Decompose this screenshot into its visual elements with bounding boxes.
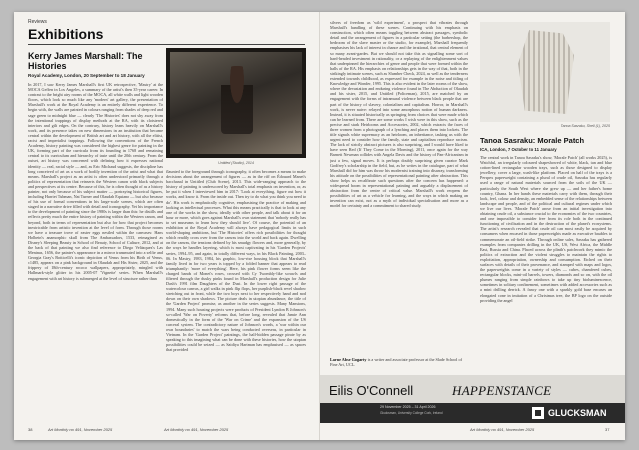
section-label: Reviews	[28, 19, 47, 25]
image-frame	[166, 48, 306, 158]
advertisement[interactable]	[320, 375, 625, 423]
artwork-image-untitled-studio	[166, 48, 306, 158]
ad-dates: 29 November 2025 – 31 April 2026	[380, 405, 436, 409]
glucksman-logo-icon	[532, 407, 544, 419]
image-caption-2: Tanoa Sasraku, Shell (1), 2025	[560, 124, 610, 128]
footer-left-secondary: Art Monthly no 491, November 2025	[164, 427, 229, 432]
article-column-1	[28, 82, 163, 422]
footer-right: Art Monthly no 491, November 2025	[470, 427, 535, 432]
article-column-2	[166, 169, 306, 423]
article-body-col3: silvers of freedom as 'wild experiment', a prospect that vibrates through Marshall's handling of these scenes. Continuing with his emphasis on construction, which often means toggling between abstract passages, symbolic detail and the arrangement of figures in a particular setting (the barbershop, the bedroom of the slave master or the studio, for example), Marshall frequently emphasises his lack of interest in chance and the irrational, that central element of so many avant-gardes. But we should not take this as signalling some sort of hard-headed investment in rationality, or a replaying of the enlightenment values that underpinned the hierarchies of genre and people that were formed within the halls of the RA. His emphasis on relationships gets in the way of that, both in the strikingly intimate scenes, such as Slumber Check, 2024, as well as the tenderness extended towards childhood, as expressed for example in the noise and titling of Knowledge and Wonder, 1995. This is also evident in the later rooms of the show, where the devastation and enduring violence found in The Abduction of Olaudah and his sister, 2015, and Untitled (Policeman), 2015, are matched by an engagement with the forms of intramural violence between black people that are part of the history of slavery, colonialism and capitalism. Horror, in Marshall's work, is never naive: relayed into some amorphous notion of human darkness. Instead, it is situated historically as springing from choices that were made which can be learned from. There are some works I wish were in this show, such as the precise and stark Heirlooms and Accessories, 2002, which extracts the faces of three women from a photograph of a lynching and places them into lockets. The title signals white supremacy as an heirloom, an inheritance, tasking us with the urgent need to consider how the family, state and capitalism reproduce racism. The lack of strictly abstract pictures is also surprising, and I would have liked to have seen Red (If They Come in the Morning), 2011, once again for the way Barnett Newman collides with Angela Davis and the history of Pan-Africanism in just a few, signal moves. It is perhaps doubly surprising given curator Mark Godfrey's scholarship in the field, but, as he writes in the catalogue, part of what Marshall did for him was throw his modernist training into disarray, transforming his attitude on the possibilities of representational painting after abstraction. This show helps us recalibrate such questions after the concern has happened: a widespread boom in representational painting and arguably a displacement of abstraction from the centre of critical value. Marshall's work reopens the possibilities of art as a vehicle for learning, and the ways in which making an invention can exist, not as a myth of individual specialisation and more as a model for certainty and a commitment to shared study.	[330, 20, 468, 209]
ad-footer-strip	[320, 403, 625, 423]
magazine-spread	[14, 12, 625, 440]
ad-show-title: HAPPENSTANCE	[452, 383, 552, 398]
section-title: Exhibitions	[28, 26, 104, 42]
author-note	[330, 357, 468, 367]
ad-logo-text: GLUCKSMAN	[548, 408, 607, 418]
footer-left: Art Monthly no 491, November 2025	[48, 427, 113, 432]
page-number-left: 38	[28, 427, 33, 432]
article-title: Kerry James Marshall: The Histories	[28, 51, 143, 71]
author-description: is a writer and associate professor at the Slade School of Fine Art, UCL.	[330, 357, 463, 368]
ad-artist-name: Eilis O'Connell	[329, 383, 414, 398]
section-rule	[28, 44, 305, 45]
right-page	[320, 12, 625, 440]
article-2-title: Tanoa Sasraku: Morale Patch	[480, 136, 585, 145]
article-venue: Royal Academy, London, 20 September to 18 January	[28, 73, 145, 78]
left-page	[14, 12, 319, 440]
author-name: Larne Abse Gogarty	[330, 357, 367, 362]
article-2-body: The central work in Tanoa Sasraku's show, 'Morale Patch' (all works 2025), is Watchful, an irregularly coloured shapeshowed of white, black, tan and blue cotton-lined rectangular wooden trays, such as those designed to display jewellery, cover a large, wash-like platform. Placed on half of the trays is a Perspex paperweight containing a plural of crude oil, Sasraku has regularly used a range of natural materials sourced from the soils of the UK — particularly the South West where she grew up — and her father's home country, Ghana. In her hands these materials carry with them, through their look, feel, colour and density, an embedded sense of the relationships between landscape and people, and of the political and cultural regimes under which we live our lives. 'Morale Patch' arose from an initial investigation into obtaining crude oil, a substance crucial to the economies of the two countries, and one impossible to consider free from its role both in the continued functioning of civilisation and in the destruction of the planet's ecosystems. The artist's research revealed that crude oil can most easily be acquired by consumers when encased in those paperweights made as executive baubles to commemorate an oil-field strike. Through online sales, Sasraku has gathered examples from companies drilling in the UK, US, West Africa, the Middle East, Russia and China. Placed across the plinth's patchwork they mimic the politics of extraction and the violent struggles to maintain the rights to exploitation, appropriation, ownership and consumption. Etched on their surfaces with details of their provenance, and stamped with maps and logos, the paperweights come in a variety of styles — cubes, chamfered cubes, rectangular blocks, mini-oil barrels, towers, diamonds and so on, with the oil plumes ranging from simple rainbows to take up tiny bioluminescence, sometimes in solitary confinement, sometimes with added accessories such as a mini drilling derrick. A fancy one with a sparkly gold base encases an elongated cone in imitation of a Christmas tree, the BP logo on the outside providing the angel	[480, 155, 612, 303]
article-column-3	[330, 20, 468, 356]
sculpture-shape	[518, 30, 574, 114]
article-2-column	[480, 155, 612, 371]
artwork-image-shell	[480, 22, 610, 122]
article-body-col1: In 2017, I saw Kerry James Marshall's first UK retrospective, 'Mastry' at the MOCA Geffen in Los Angeles, a summary of the artist's then 35-year career. In contrast to the bright airy rooms of the MOCA, all white walls and light wooden floors, which look so much like any 'modern' art gallery, the presentation of Marshall's work at the Royal Academy is an entirely different experience. To begin with, the walls are painted in colours ranging from shades of deep red and sage green to midnight blue — clearly 'The Histories' does not shy away from the intentional trappings of display methods at the RA, with its cloistered interiors and gilt edges. On the contrary, history leans heavily on Marshall's work, and its presence takes on new dimensions in an institution that became central within the development of British art and art history, with all the elitist, racist and imperialist trappings. Following the conventions of the French Academy, history painting was considered the highest genre for painting in the UK, forming part of the curricula from its founding in 1768 and remaining central to its curriculum and hierarchy of taste until the 20th century. From the outset, art history was concerned with defining how it expresses national identity — real, racial style — and, as Eric Michaud suggests, the discipline has long conceived of art as a work of bodily invention of the artist and what that means. Marshall's project as an artist is often understood primarily through a politics of representation that reinserts the Western canon with black subjects and perspectives at its centre. Because of this, he is often thought of as a history painter, not only because of his subject matter — portraying historical figures, including Harriet Tubman, Nat Turner and Olaudah Equiano — but also because of his use of formal conventions in his large-scale scenes, which are often staged in a narrative drive filled with detail and iconography. Yet his importance to the development of painting since the 1980s is larger than this: he distills and reflects pretty much the entire history of painting within the Western canon, and beyond, both in terms of representation but also for how that project becomes inextricable from artistic invention at the level of form. Through those rooms we have a treasure trove of easter eggs nestled within the canvases: Hans Holbein's anamorphic skull from The Ambassadors, 1533, reimagined as Disney's Sleeping Beauty in School of Beauty, School of Culture, 2012, and at the back of that painting we also find reference to Diego Velázquez's Las Meninas, 1656, the painter's appearance in a mirror transmuted into a selfie and Georgia Gray's Botticelli's iconic depiction of Venus from his Birth of Venus, c1485, appears on a pink background in Olaudah and His Sister, 2025, and the frippery of 18th-century rococo wallpapers, appropriately, mingled with Hallmark-style glitter in his 2005-07 'Vignette' series. When Marshall's engagement with art history is submerged at the level of structure rather than	[28, 82, 163, 281]
article-body-col2: flaunted to the foreground through iconography, it often becomes a means to make decisions about the arrangement of figures — as in the riff on Édouard Manet's bacchanal in Untitled (Club Scene), 2013. This wide-ranging approach to the history of painting is underscored by Marshall's total emphasis on invention, or, as he put it when I interviewed him in 2017: 'Look at everything, figure out how it works, and know it. From the inside out. Then try to do what you think you need to do'. His work is emphatically cognitive, emphasising the practice of making and looking as intellectual processes. What this means practically is that to look at any one of the works in the show, ideally with other people, and talk about it for an hour or more, which goes against Marshall's own statement that 'nobody really has to set museums to learn how they should live'. Of course, the potential of an exhibition at the Royal Academy will always have pedagogical limits in such world-shaping ambitions, but 'The Histories' offers rich possibilities for thought which readily cross over from the canvas into the world and back again. Dwelling on the canvas, the tensions defined by his smudgy flowers and, more generally, by the ways he handles layering, which is most captivating in his 'Garden Projects' series, 1994–95, and again, in totally different ways, in his Black Painting, 2003–06. In Mastry, 1983, 1984, his graphic, low-rise housing block that Marshall's family lived in for two years is topped by a folded banner that appears to read triumphantly: 'more of everything'. Here, his pink flower forms seem like the charged bands of Monet's roses, crossed with Cy Twombly-like scrawls and filtered through the dusky pinks found in Marshall's production design for Julie Dash's 1991 film Daughters of the Dust. In the lower right passage of the watercolour canvas, a girl walks in pink flip flops, her purplish-black revel shadow stretching out in front, while the two boys next to her respectively hand and nod down on their own shadows. The picture deals in utopian abundance, the title of the 'Garden Project' promise, as another in the series suggests. Many Mansions, 1994. Many such housing projects were products of President Lyndon B Johnson's so-called 'War on Poverty' reforms that, before long, revealed that Jamie Ann domestically in the form of the 'War on Crime' and the expansion of the US carceral system. The contradictory nature of Johnson's words, a 'war within our own boundaries' to match the wars being conducted overseas, in particular in Vietnam. In the 'Garden Project' paintings, the half-hidden passage pirate by as speaking to this imagining what can be done with these histories, how the utopian possibilities could be seized — as Saidiya Hartman has emphasised — as spaces that provided	[166, 169, 306, 353]
image-caption: Untitled (Studio), 2014	[218, 161, 254, 165]
page-number-right: 37	[605, 427, 610, 432]
ad-address: Glucksman, University College Cork, Ireland	[380, 411, 443, 415]
article-2-venue: ICA, London, 7 October to 11 January	[480, 147, 557, 152]
